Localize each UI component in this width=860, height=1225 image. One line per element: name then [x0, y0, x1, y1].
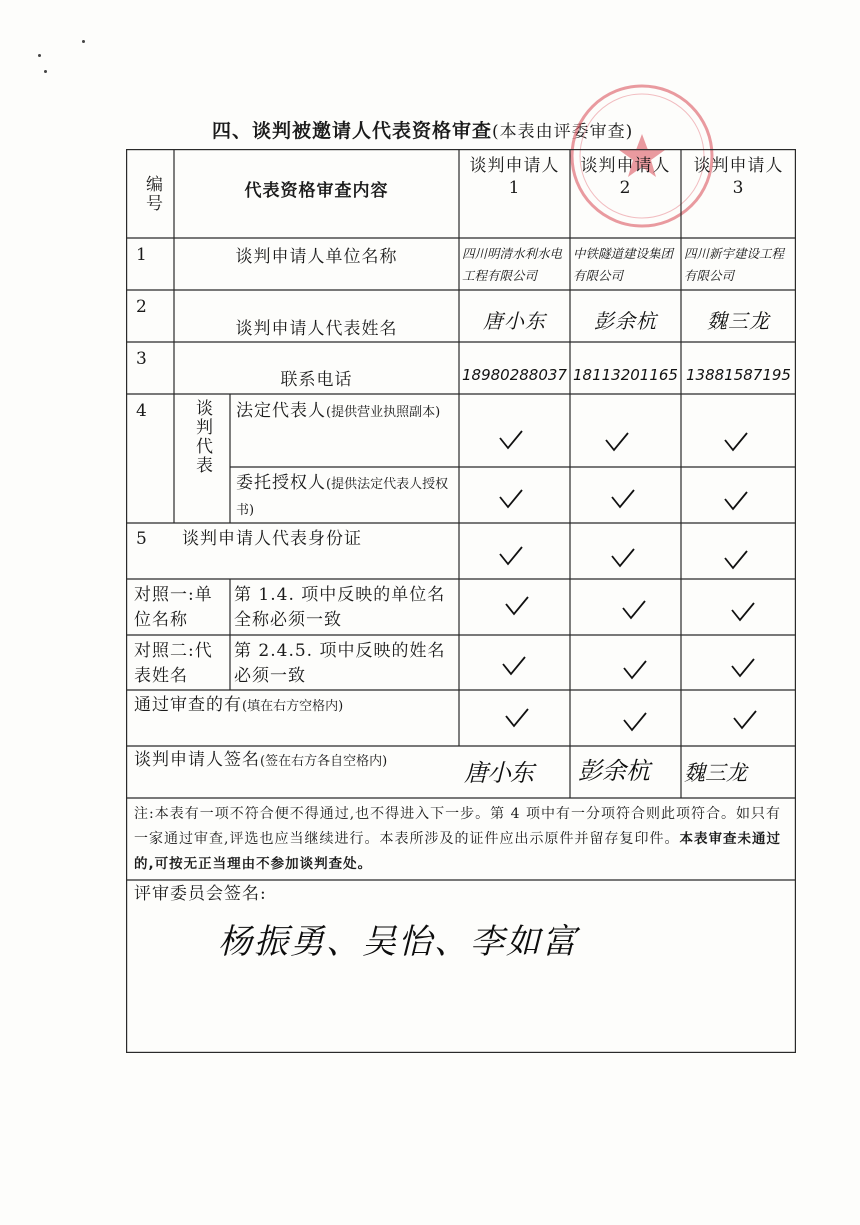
check-mark-icon [504, 595, 530, 617]
header-applicant-1 [459, 155, 570, 199]
applicant-3-label: 谈判申请人 [693, 156, 784, 176]
applicant-2-company: 中铁隧道建设集团有限公司 [573, 246, 674, 283]
header-applicant-2 [570, 155, 681, 199]
applicant-3-number: 3 [732, 178, 745, 198]
notes-block [134, 802, 786, 877]
committee-signatures: 杨振勇、吴怡、李如富 [218, 922, 578, 962]
notes-text: 注:本表有一项不符合便不得通过,也不得进入下一步。第 4 项中有一分项符合则此项符合。如只有一家通过审查,评选也应当继续进行。本表所涉及的证件应出示原件并留存复印件。 [134, 806, 781, 847]
pass-row [134, 693, 454, 719]
pass-note: (填在右方空格内) [242, 699, 344, 714]
row-5-number: 5 [136, 529, 148, 549]
scan-speck [44, 70, 47, 73]
applicant-1-company: 四川明清水利水电工程有限公司 [462, 246, 563, 283]
check-mark-icon [723, 490, 749, 512]
header-applicant-3 [681, 155, 796, 199]
check-mark-icon [501, 655, 527, 677]
row-1-label: 谈判申请人单位名称 [235, 247, 398, 267]
sign-note: (签在右方各自空格内) [260, 754, 388, 769]
check-mark-icon [610, 488, 636, 510]
notes-bold: 本表审查未通过的,可按无正当理由不参加谈判查处。 [134, 831, 781, 872]
applicant-2-phone: 18113201165 [573, 366, 678, 384]
header-review-content: 代表资格审查内容 [244, 181, 389, 201]
authorized-rep-label: 委托授权人 [236, 473, 326, 493]
comparison-1-text: 第 1.4. 项中反映的单位名全称必须一致 [234, 585, 446, 630]
check-mark-icon [498, 488, 524, 510]
sign-label: 谈判申请人签名 [134, 750, 260, 770]
applicant-2-number: 2 [619, 178, 632, 198]
committee-label: 评审委员会签名: [134, 884, 267, 904]
check-mark-icon [621, 599, 647, 621]
check-mark-icon [730, 657, 756, 679]
row-4-authorized-rep [236, 471, 456, 523]
applicant-3-company: 四川新宇建设工程有限公司 [684, 246, 785, 283]
qualification-review-table [126, 149, 796, 1053]
row-3-number: 3 [136, 349, 148, 369]
row-4-group-label: 谈判代表 [192, 399, 212, 475]
row-4-legal-rep [236, 399, 456, 425]
check-mark-icon [610, 547, 636, 569]
scan-speck [38, 54, 41, 57]
check-mark-icon [504, 707, 530, 729]
row-2-number: 2 [136, 297, 148, 317]
row-3-label: 联系电话 [280, 370, 353, 390]
check-mark-icon [723, 431, 749, 453]
row-1-number: 1 [136, 245, 148, 265]
pass-label: 通过审查的有 [134, 695, 242, 715]
row-2-label: 谈判申请人代表姓名 [235, 319, 398, 339]
applicant-1-rep-name: 唐小东 [483, 309, 546, 333]
applicant-1-label: 谈判申请人 [469, 156, 560, 176]
applicant-1-phone: 18980288037 [462, 366, 567, 384]
comparison-1-label: 对照一:单位名称 [134, 585, 213, 630]
legal-rep-note: (提供营业执照副本) [326, 405, 441, 420]
authorized-rep-note: (提供法定代表人授权书) [236, 477, 449, 518]
check-mark-icon [732, 709, 758, 731]
applicant-3-phone: 13881587195 [686, 366, 791, 384]
check-mark-icon [723, 549, 749, 571]
check-mark-icon [730, 601, 756, 623]
applicant-2-label: 谈判申请人 [580, 156, 671, 176]
applicant-3-signature: 魏三龙 [684, 761, 747, 785]
title-main: 四、谈判被邀请人代表资格审查 [212, 120, 493, 142]
header-number: 编号 [142, 175, 162, 213]
legal-rep-label: 法定代表人 [236, 401, 326, 421]
check-mark-icon [604, 431, 630, 453]
applicant-1-number: 1 [508, 178, 521, 198]
row-5-label: 谈判申请人代表身份证 [182, 529, 362, 549]
applicant-2-rep-name: 彭余杭 [594, 309, 657, 333]
check-mark-icon [622, 659, 648, 681]
applicant-1-signature: 唐小东 [464, 759, 533, 787]
applicant-2-signature: 彭余杭 [578, 757, 650, 785]
applicant-3-rep-name: 魏三龙 [707, 309, 770, 333]
scan-speck [82, 40, 85, 43]
check-mark-icon [498, 545, 524, 567]
row-4-number: 4 [136, 401, 148, 421]
comparison-2-text: 第 2.4.5. 项中反映的姓名必须一致 [234, 641, 446, 686]
comparison-2-label: 对照二:代表姓名 [134, 641, 213, 686]
check-mark-icon [622, 711, 648, 733]
check-mark-icon [498, 429, 524, 451]
sign-row [134, 748, 464, 774]
title-note: (本表由评委审查) [492, 122, 634, 142]
